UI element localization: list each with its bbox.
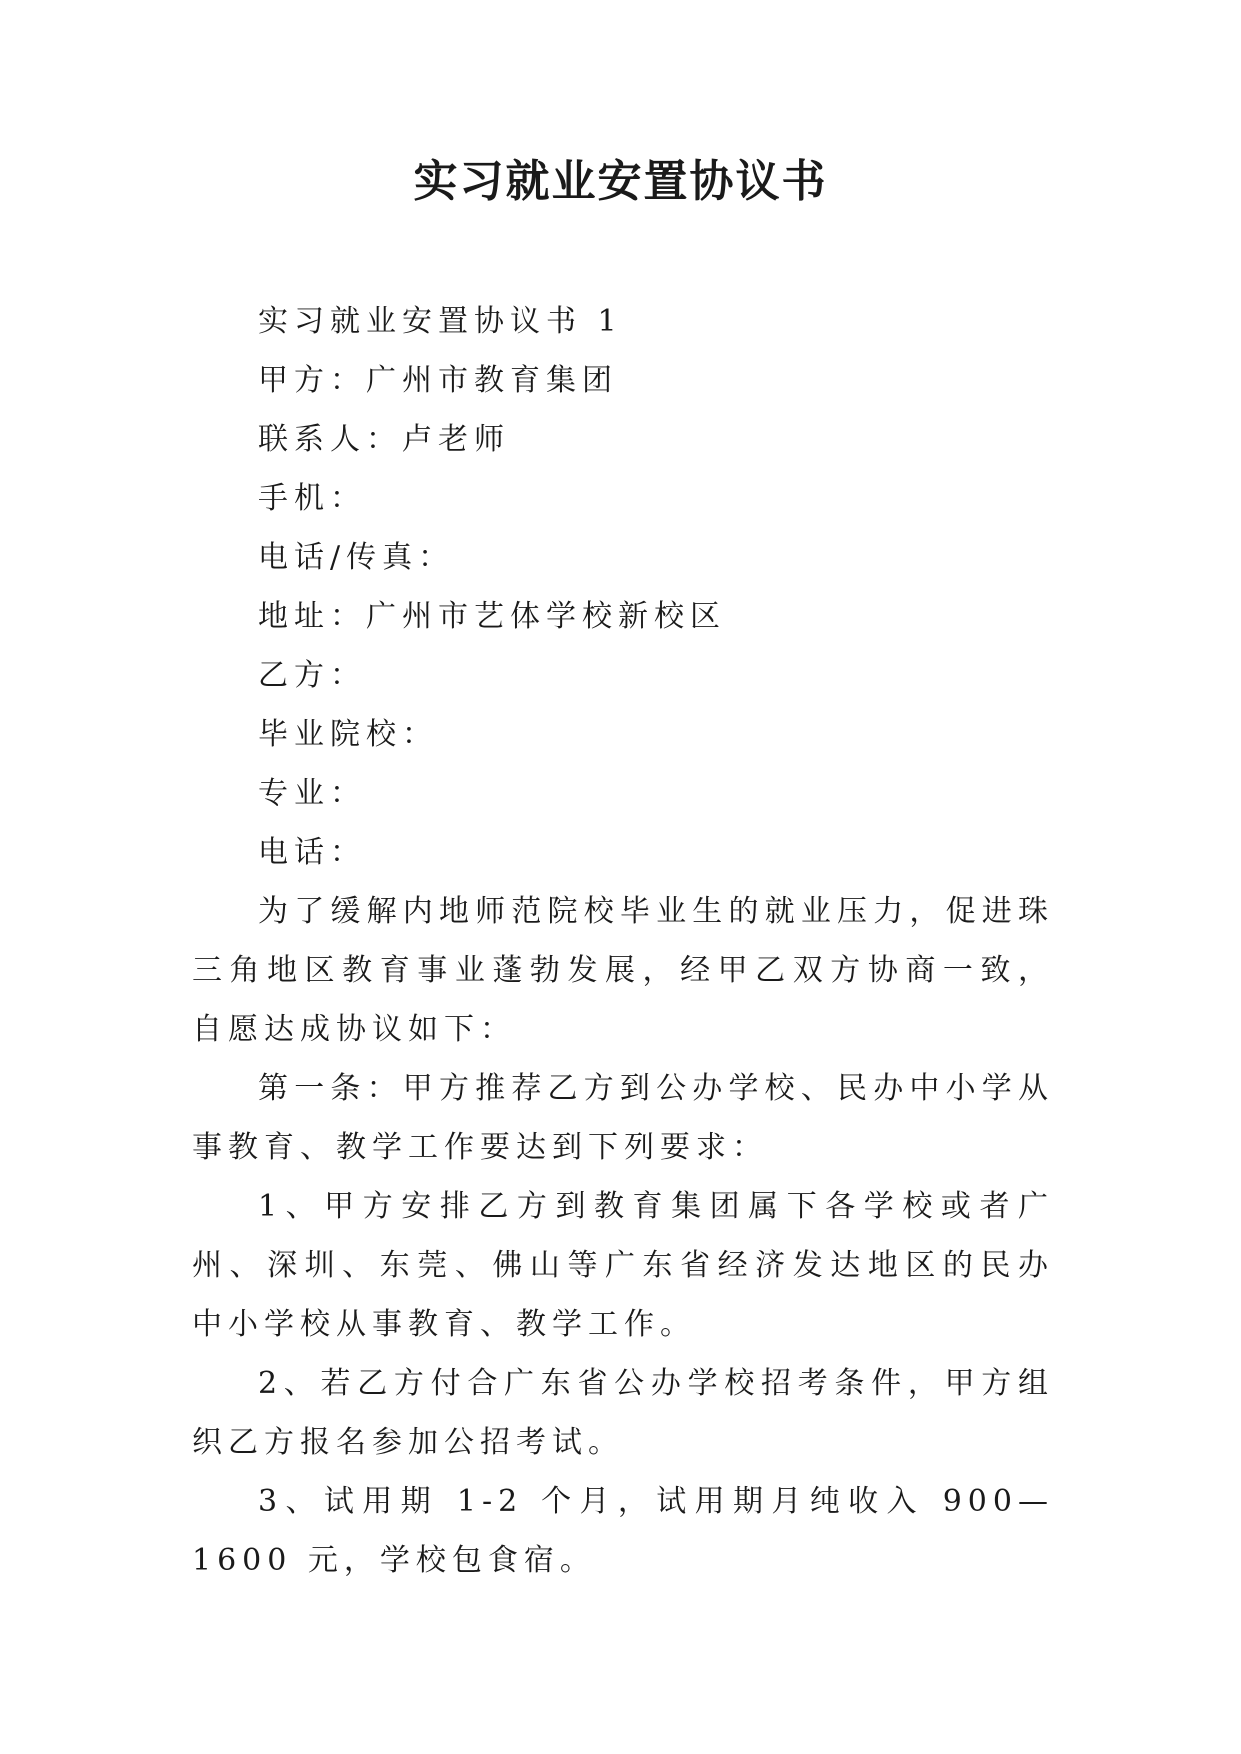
document-title: 实习就业安置协议书 [413, 156, 828, 207]
document-subtitle: 实习就业安置协议书 1 [258, 304, 623, 339]
school-line: 毕业院校： [258, 717, 438, 752]
article-1-paragraph: 第一条：甲方推荐乙方到公办学校、民办中小学从事教育、教学工作要达到下列要求： [192, 1071, 1054, 1165]
major-line: 专业： [258, 776, 366, 811]
item-1-paragraph: 1、甲方安排乙方到教育集团属下各学校或者广州、深圳、东莞、佛山等广东省经济发达地区的民办中小学校从事教育、教学工作。 [192, 1189, 1054, 1342]
intro-paragraph: 为了缓解内地师范院校毕业生的就业压力，促进珠三角地区教育事业蓬勃发展，经甲乙双方协商一致，自愿达成协议如下： [192, 894, 1054, 1047]
party-a-line: 甲方：广州市教育集团 [258, 363, 618, 398]
contact-line: 联系人：卢老师 [258, 422, 510, 457]
item-3-paragraph: 3、试用期 1-2 个月，试用期月纯收入 900—1600 元，学校包食宿。 [192, 1484, 1054, 1578]
item-2-paragraph: 2、若乙方付合广东省公办学校招考条件，甲方组织乙方报名参加公招考试。 [192, 1366, 1054, 1460]
phone-fax-line: 电话/传真： [258, 540, 455, 575]
phone-line: 电话： [258, 835, 366, 870]
party-b-line: 乙方： [258, 658, 366, 693]
mobile-line: 手机： [258, 481, 366, 516]
document-body [192, 292, 1054, 1590]
address-line: 地址：广州市艺体学校新校区 [258, 599, 726, 634]
